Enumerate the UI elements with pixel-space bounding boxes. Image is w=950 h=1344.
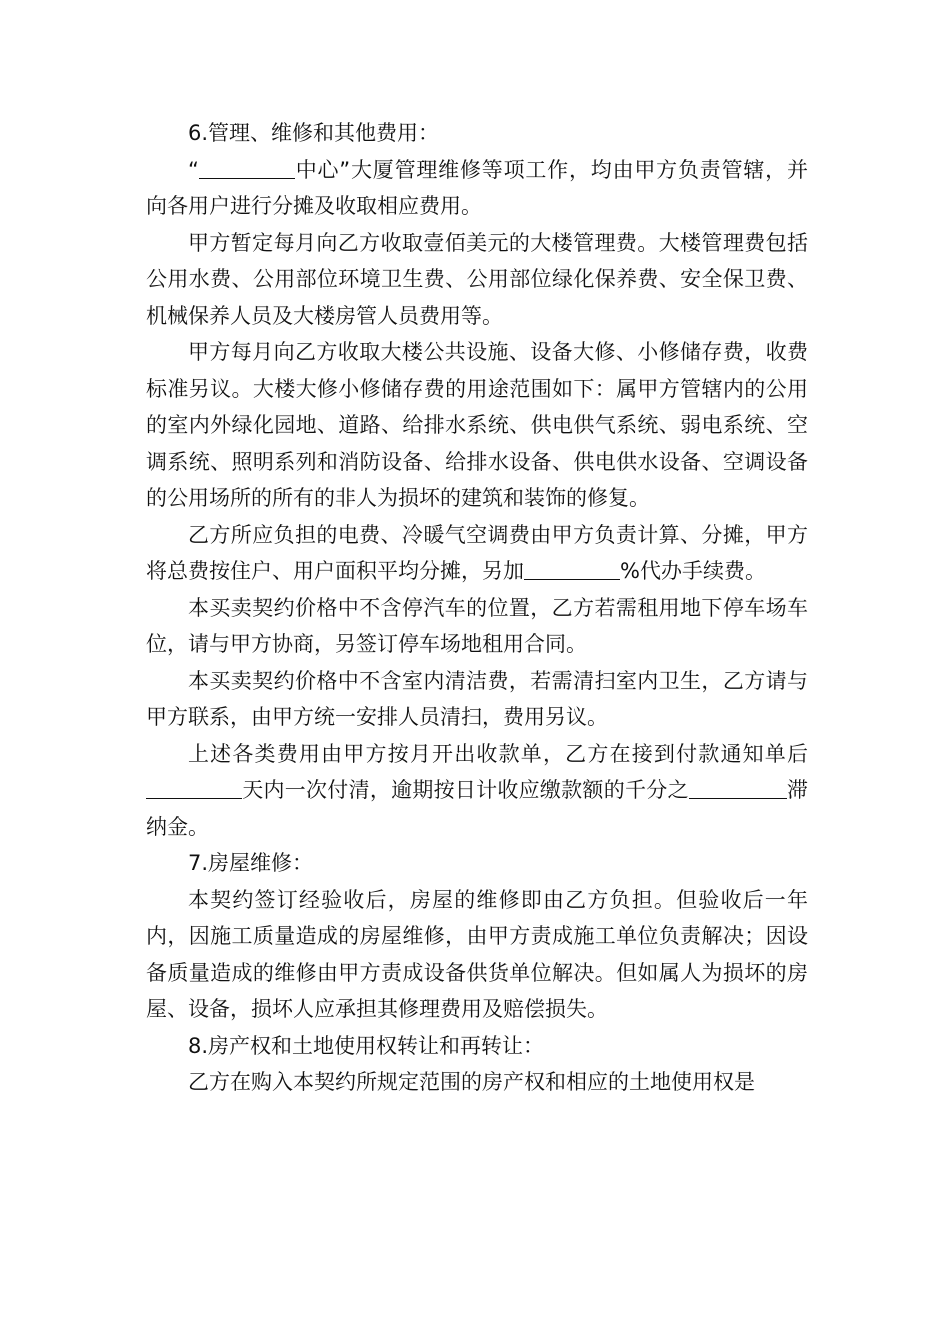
fill-in-blank-center-name[interactable] (199, 155, 295, 178)
section-heading-7: 7.房屋维修： (188, 851, 314, 875)
text-segment: 上述各类费用由甲方按月开出收款单，乙方在接到付款通知单后 (188, 741, 808, 766)
text-segment: 乙方所应负担的电费、冷暖气空调费由甲方负责计算、分摊，甲方将总费按住户、用户面积平均分摊，另加 (146, 522, 808, 583)
document-page (146, 115, 808, 1101)
text-segment: 天内一次付清，逾期按日计收应缴款额的千分之 (242, 778, 689, 802)
paragraph-utility-fee (146, 517, 808, 590)
paragraph-parking: 本买卖契约价格中不含停汽车的位置，乙方若需租用地下停车场车位，请与甲方协商，另签订停车场地租用合同。 (146, 595, 808, 656)
fill-in-blank-handling-percent[interactable] (524, 557, 620, 580)
fill-in-blank-days[interactable] (146, 776, 242, 799)
paragraph-management-scope (146, 152, 808, 225)
section-heading-6: 6.管理、维修和其他费用： (188, 121, 440, 145)
paragraph-payment-terms (146, 736, 808, 846)
text-segment: 中心”大厦管理维修等项工作，均由甲方负责管辖，并向各用户进行分摊及收取相应费用。 (146, 157, 808, 218)
text-segment: “ (188, 157, 199, 182)
fill-in-blank-late-fee-rate-continued[interactable] (751, 776, 787, 799)
paragraph-property-transfer: 乙方在购入本契约所规定范围的房产权和相应的土地使用权是 (188, 1070, 755, 1094)
paragraph-repair-reserve: 甲方每月向乙方收取大楼公共设施、设备大修、小修储存费，收费标准另议。大楼大修小修储存费的用途范围如下：属甲方管辖内的公用的室内外绿化园地、道路、给排水系统、供电供气系统、弱电系统、空调系统、照明系列和消防设备、给排水设备、供电供水设备、空调设备的公用场所的所有的非人为损坏的建筑和装饰的修复。 (146, 340, 808, 510)
paragraph-management-fee: 甲方暂定每月向乙方收取壹佰美元的大楼管理费。大楼管理费包括公用水费、公用部位环境卫生费、公用部位绿化保养费、安全保卫费、机械保养人员及大楼房管人员费用等。 (146, 230, 808, 328)
section-heading-8: 8.房产权和土地使用权转让和再转让： (188, 1033, 545, 1058)
text-segment: %代办手续费。 (620, 559, 766, 583)
fill-in-blank-late-fee-rate[interactable] (689, 776, 751, 799)
paragraph-house-repair: 本契约签订经验收后，房屋的维修即由乙方负担。但验收后一年内，因施工质量造成的房屋维修，由甲方责成施工单位负责解决；因设备质量造成的维修由甲方责成设备供货单位解决。但如属人为损坏的房屋、设备，损坏人应承担其修理费用及赔偿损失。 (146, 887, 808, 1021)
text-segment: 滞纳金。 (146, 778, 809, 839)
paragraph-cleaning: 本买卖契约价格中不含室内清洁费，若需清扫室内卫生，乙方请与甲方联系，由甲方统一安排人员清扫，费用另议。 (146, 668, 808, 729)
